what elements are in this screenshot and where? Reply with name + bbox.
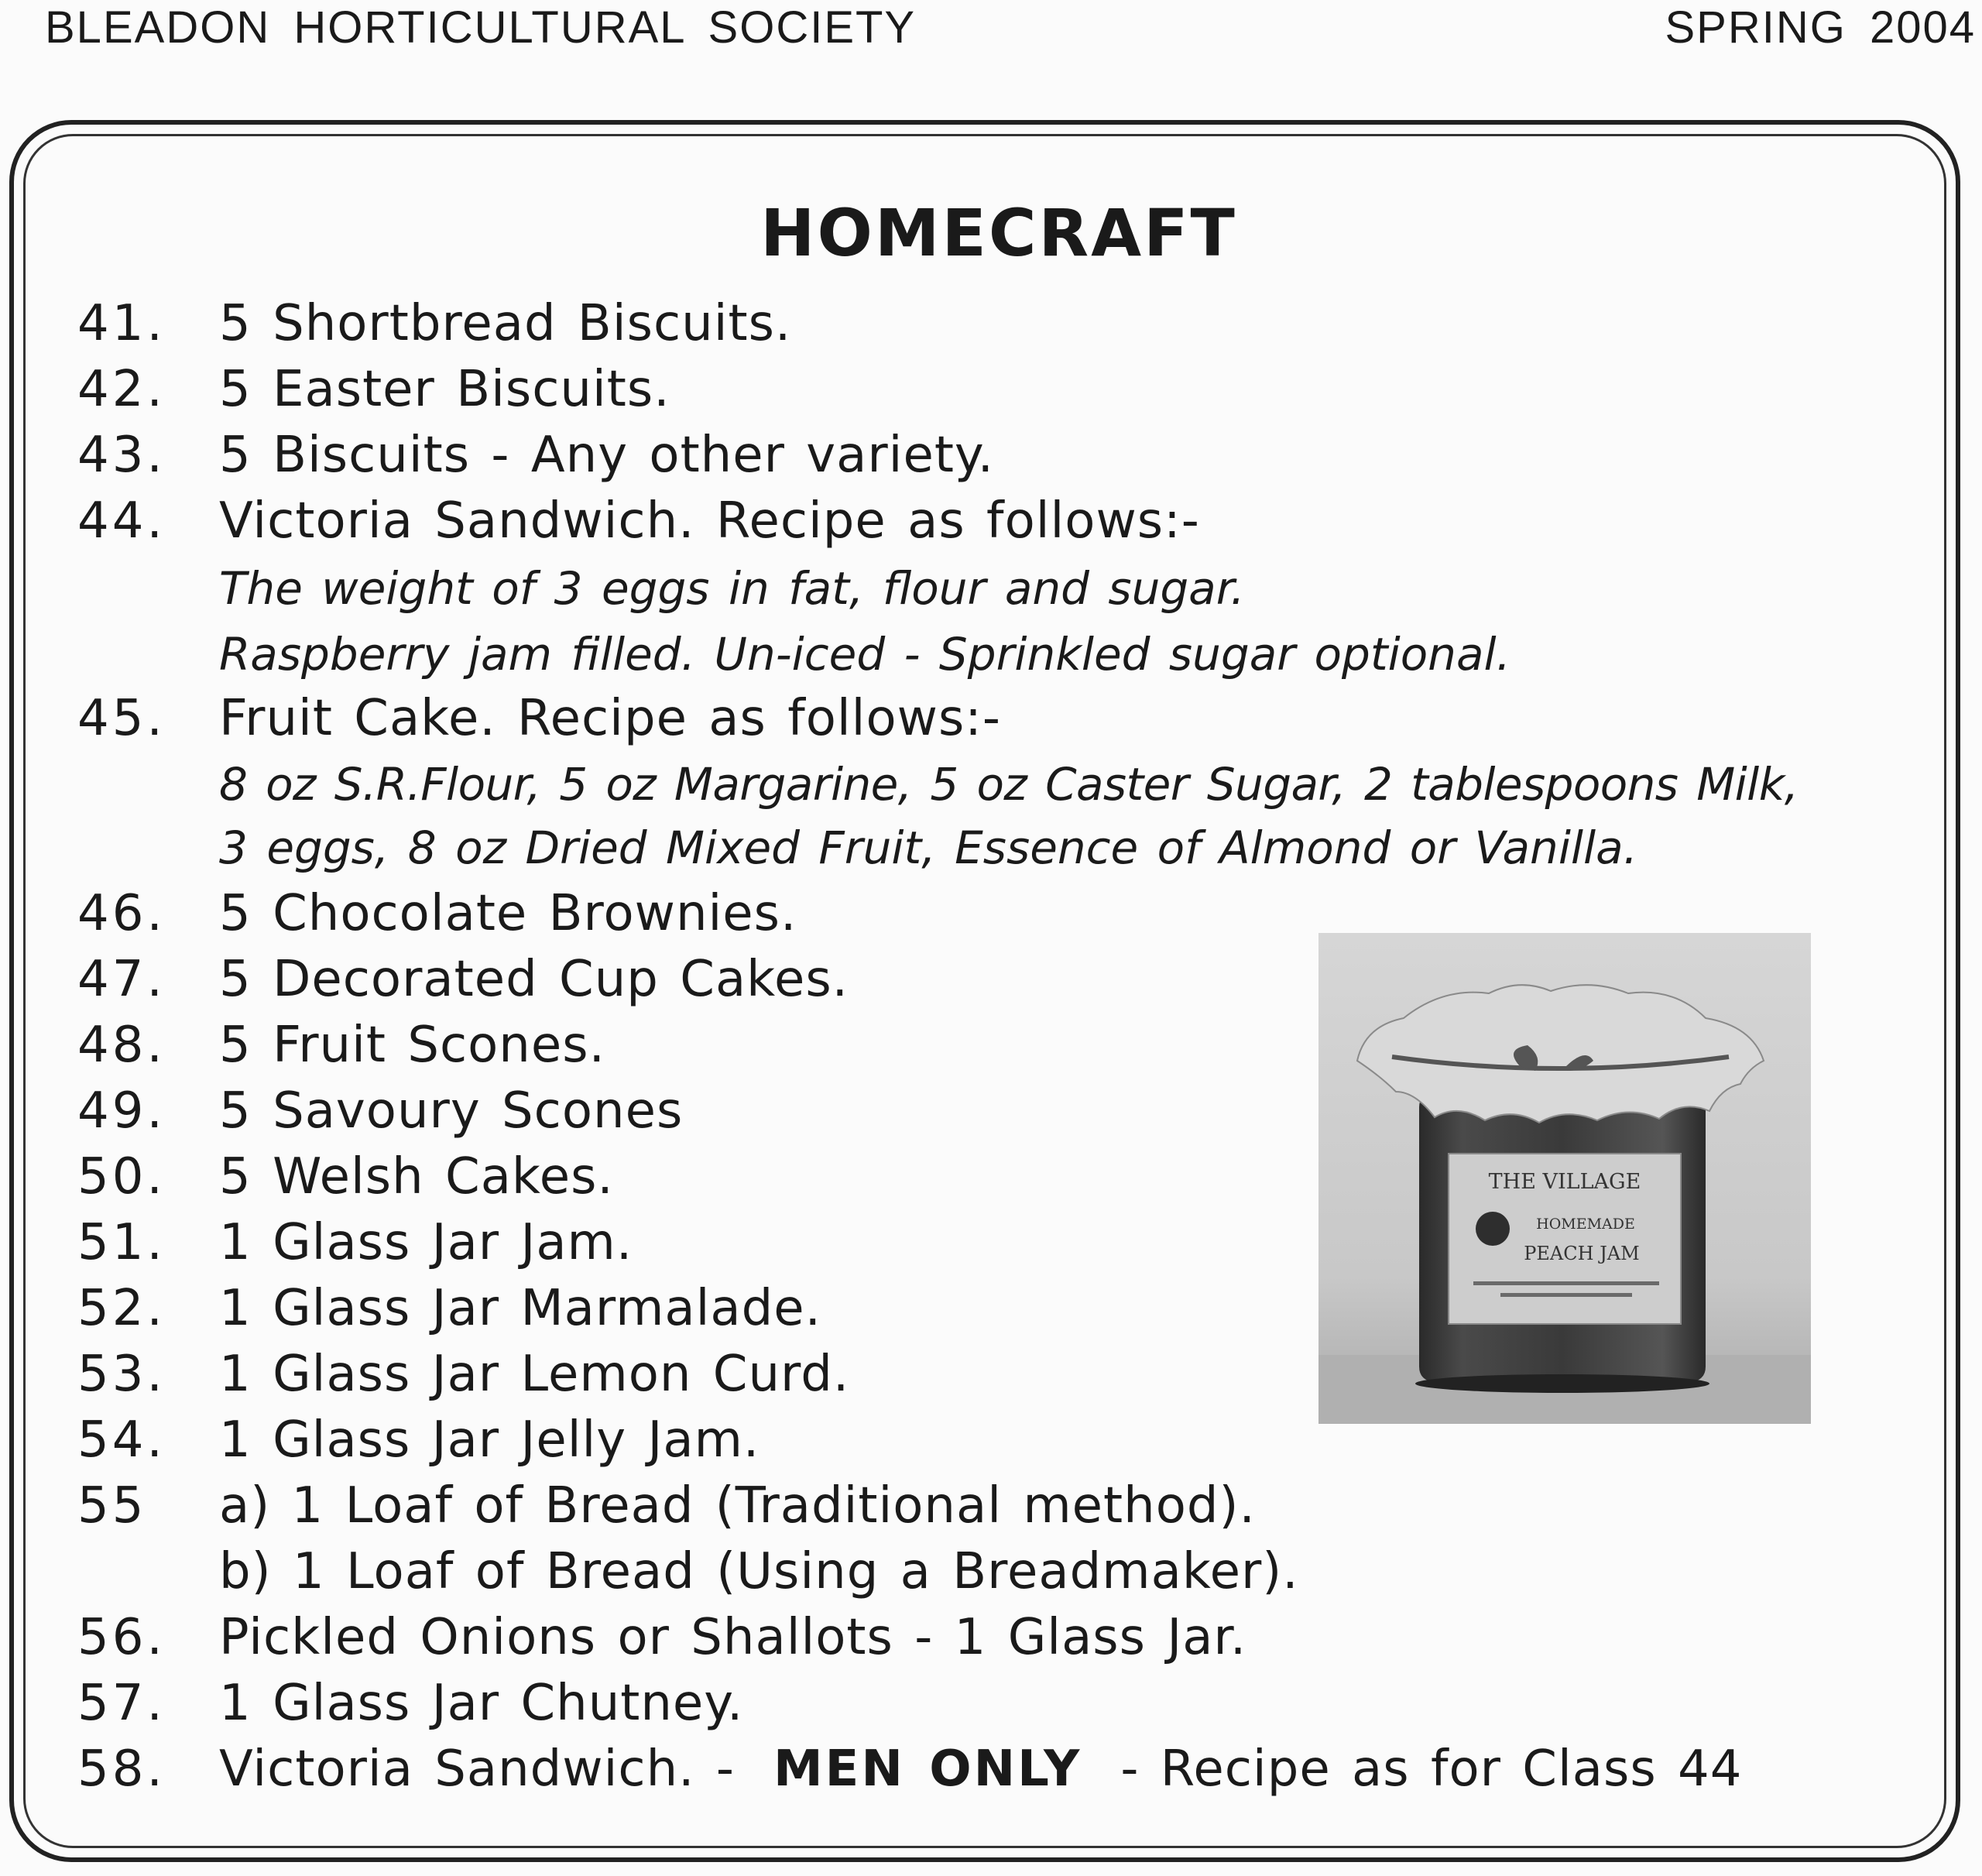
class-number: 44.: [77, 492, 166, 550]
class-text: 5 Fruit Scones.: [219, 1017, 605, 1074]
class-text: 5 Chocolate Brownies.: [219, 885, 797, 942]
class-text: Victoria Sandwich. Recipe as follows:-: [219, 492, 1200, 550]
class-text: b) 1 Loaf of Bread (Using a Breadmaker).: [219, 1543, 1299, 1600]
recipe-text: 3 eggs, 8 oz Dried Mixed Fruit, Essence of Almond or Vanilla.: [219, 821, 1638, 874]
class-text-before: Victoria Sandwich. -: [219, 1741, 735, 1798]
jar-label-line3: PEACH JAM: [1524, 1243, 1640, 1264]
class-text: 1 Glass Jar Marmalade.: [219, 1280, 821, 1337]
class-text: 5 Savoury Scones: [219, 1082, 684, 1140]
class-text: 5 Welsh Cakes.: [219, 1148, 614, 1206]
class-text: 1 Glass Jar Chutney.: [219, 1675, 744, 1732]
class-number: 49.: [77, 1082, 166, 1140]
class-number: 50.: [77, 1148, 166, 1206]
class-number: 51.: [77, 1214, 166, 1271]
class-text: 1 Glass Jar Jam.: [219, 1214, 633, 1271]
jar-label-line1: THE VILLAGE: [1488, 1170, 1641, 1194]
class-number: 52.: [77, 1280, 166, 1337]
section-title: HOMECRAFT: [760, 195, 1237, 271]
class-text-after: - Recipe as for Class 44: [1120, 1741, 1743, 1798]
class-text: 5 Shortbread Biscuits.: [219, 295, 792, 352]
class-text: [219, 1738, 1742, 1800]
jam-jar-photo: [1318, 933, 1811, 1424]
class-number: 54.: [77, 1411, 166, 1469]
issue-date: SPRING 2004: [1665, 2, 1976, 53]
men-only-label: MEN ONLY: [773, 1741, 1082, 1798]
class-number: 48.: [77, 1017, 166, 1074]
class-number: 41.: [77, 295, 166, 352]
recipe-text: The weight of 3 eggs in fat, flour and sugar.: [219, 562, 1245, 615]
class-number: 58.: [77, 1741, 166, 1798]
class-number: 46.: [77, 885, 166, 942]
class-text: Fruit Cake. Recipe as follows:-: [219, 690, 1001, 747]
recipe-text: 8 oz S.R.Flour, 5 oz Margarine, 5 oz Caster Sugar, 2 tablespoons Milk,: [219, 758, 1799, 811]
class-text: 5 Easter Biscuits.: [219, 361, 670, 418]
class-number: 45.: [77, 690, 166, 747]
class-number: 57.: [77, 1675, 166, 1732]
recipe-text: Raspberry jam filled. Un-iced - Sprinkled sugar optional.: [219, 628, 1511, 681]
class-text: 5 Biscuits - Any other variety.: [219, 427, 994, 484]
class-text: 1 Glass Jar Jelly Jam.: [219, 1411, 760, 1469]
class-number: 43.: [77, 427, 166, 484]
class-text: 1 Glass Jar Lemon Curd.: [219, 1346, 850, 1403]
class-number: 42.: [77, 361, 166, 418]
class-text: Pickled Onions or Shallots - 1 Glass Jar.: [219, 1609, 1247, 1666]
class-number: 53.: [77, 1346, 166, 1403]
class-text: a) 1 Loaf of Bread (Traditional method).: [219, 1477, 1256, 1535]
class-number: 55: [77, 1477, 147, 1535]
class-number: 47.: [77, 951, 166, 1008]
society-name: BLEADON HORTICULTURAL SOCIETY: [45, 2, 917, 53]
jar-label-line2: HOMEMADE: [1536, 1216, 1635, 1233]
class-text: 5 Decorated Cup Cakes.: [219, 951, 849, 1008]
class-number: 56.: [77, 1609, 166, 1666]
